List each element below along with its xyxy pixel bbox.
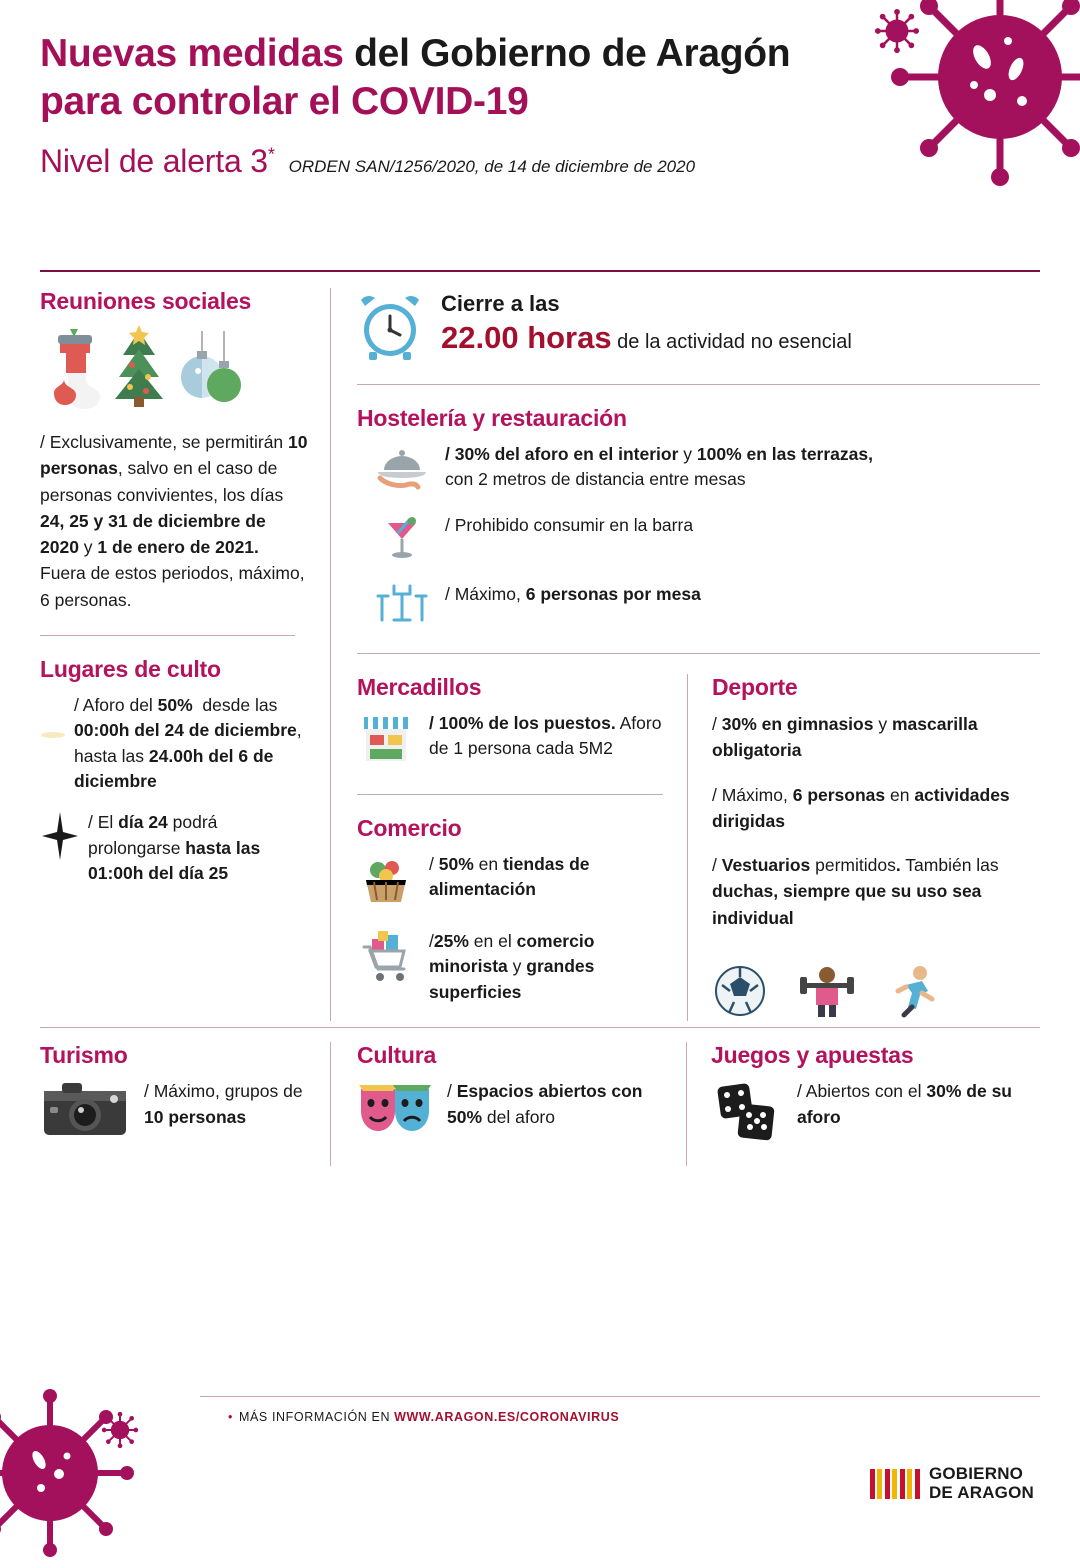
deporte-item-1: / 30% en gimnasios y mascarilla obligatoria	[712, 714, 978, 761]
star-sparkle-icon	[40, 810, 80, 867]
cierre-line-1: Cierre a las	[441, 291, 560, 316]
cierre-block	[357, 288, 1040, 362]
running-icon	[886, 963, 942, 1019]
logo-line-2: DE ARAGON	[928, 1482, 1034, 1502]
footer	[0, 1378, 1080, 1528]
footer-info	[228, 1410, 619, 1424]
hosteleria-item-2	[373, 513, 1040, 566]
footer-divider	[200, 1396, 1040, 1397]
gobierno-logo-text	[929, 1465, 1034, 1502]
weightlifting-icon	[796, 963, 858, 1019]
shopping-cart-icon	[357, 929, 415, 994]
header	[0, 0, 1080, 250]
cocktail-icon	[373, 513, 431, 566]
deporte-item-3: / Vestuarios permitidos. También las duchas, siempre que su uso sea individual	[712, 855, 999, 928]
cultura-column	[330, 1042, 686, 1166]
camera-icon	[40, 1079, 130, 1146]
logo-line-1: GOBIERNO	[928, 1464, 1024, 1484]
christmas-bauble-icon	[176, 325, 246, 411]
cierre-rest: de la actividad no esencial	[611, 331, 852, 354]
section-heading-turismo: Turismo	[40, 1042, 128, 1069]
hosteleria-item-1	[373, 442, 1040, 497]
culto-item-1-text: / Aforo del 50% desde las 00:00h del 24 de diciembre, hasta las 24.00h del 6 de diciembre	[74, 694, 302, 791]
cultura-item	[357, 1079, 666, 1146]
turismo-text: / Máximo, grupos de 10 personas	[144, 1081, 303, 1127]
comercio-item-1-text: / 50% en tiendas de alimentación	[429, 854, 590, 900]
cierre-text	[441, 292, 852, 356]
right-divider-2	[357, 653, 1040, 654]
hosteleria-item-2-text: / Prohibido consumir en la barra	[445, 515, 694, 535]
middle-column	[357, 674, 687, 1021]
hosteleria-item-1-text: / 30% del aforo en el interior y 100% en las terrazas, con 2 metros de distancia entre mesas	[445, 444, 873, 490]
dice-icon	[711, 1079, 783, 1150]
section-heading-reuniones: Reuniones sociales	[40, 288, 252, 314]
deporte-icons-row	[712, 949, 1040, 1019]
section-heading-deporte: Deporte	[712, 674, 798, 700]
juegos-column	[686, 1042, 1040, 1166]
footer-url[interactable]: WWW.ARAGON.ES/CORONAVIRUS	[394, 1410, 620, 1424]
section-heading-culto: Lugares de culto	[40, 655, 221, 682]
table-chairs-icon	[373, 582, 431, 631]
bullet-icon: •	[228, 1410, 233, 1424]
food-cloche-icon	[373, 442, 431, 497]
middle-divider	[357, 794, 663, 795]
title-part-2: del Gobierno de Aragón	[343, 32, 791, 75]
title-part-3: para controlar el COVID-19	[40, 79, 529, 123]
coronavirus-small-bottom-icon	[100, 1410, 140, 1450]
hosteleria-items	[357, 442, 1040, 631]
order-reference: ORDEN SAN/1256/2020, de 14 de diciembre de 2020	[288, 157, 696, 177]
alert-level-asterisk: *	[267, 144, 275, 165]
culto-item-1	[40, 693, 308, 795]
section-heading-juegos: Juegos y apuestas	[711, 1042, 914, 1069]
christmas-icons-row	[46, 325, 308, 411]
alert-level	[40, 143, 275, 180]
section-heading-hosteleria: Hostelería y restauración	[357, 405, 627, 431]
coronavirus-small-icon	[874, 8, 920, 54]
section-heading-cultura: Cultura	[357, 1042, 437, 1069]
title-part-1: Nuevas medidas	[40, 32, 344, 75]
footer-info-prefix: MÁS INFORMACIÓN EN	[238, 1410, 395, 1424]
left-divider-1	[40, 635, 295, 636]
comercio-item-2	[357, 929, 663, 1005]
deporte-item-2: / Máximo, 6 personas en actividades dirigidas	[712, 784, 1010, 831]
right-divider-1	[357, 384, 1040, 385]
left-column	[40, 288, 330, 1021]
comercio-item-2-text: /25% en el comercio minorista y grandes superficies	[429, 931, 595, 1002]
shopping-basket-icon	[357, 852, 415, 913]
bottom-sections	[0, 1042, 1080, 1166]
cierre-line-2	[441, 320, 852, 356]
hosteleria-item-3	[373, 582, 1040, 631]
comercio-item-1	[357, 852, 663, 913]
reuniones-text: / Exclusivamente, se permitirán 10 personas, salvo en el caso de personas convivientes, los días 24, 25 y 31 de diciembre de 2020 y 1 de enero de 2021. Fuera de estos periodos, máximo, 6 personas.	[40, 432, 308, 610]
juegos-text: / Abiertos con el 30% de su aforo	[797, 1081, 1012, 1127]
mercadillos-text: / 100% de los puestos. Aforo de 1 persona cada 5M2	[429, 713, 662, 759]
culto-item-2	[40, 810, 308, 886]
aragon-flag-icon	[870, 1469, 920, 1499]
bottom-divider	[40, 1027, 1040, 1028]
sub-grid	[357, 674, 1040, 1021]
page-title	[40, 30, 830, 125]
alarm-clock-icon	[357, 292, 423, 362]
section-heading-comercio: Comercio	[357, 815, 462, 841]
turismo-column	[40, 1042, 330, 1166]
right-column	[330, 288, 1040, 1021]
turismo-item	[40, 1079, 308, 1146]
cultura-text: / Espacios abiertos con 50% del aforo	[447, 1081, 643, 1127]
juegos-item	[711, 1079, 1040, 1150]
christmas-tree-icon	[108, 325, 170, 411]
section-heading-mercadillos: Mercadillos	[357, 674, 482, 700]
main-content	[0, 272, 1080, 1021]
deporte-column	[687, 674, 1040, 1021]
theatre-masks-icon	[357, 1079, 433, 1146]
mercadillos-item	[357, 711, 663, 772]
football-icon	[712, 963, 768, 1019]
christmas-stocking-icon	[46, 325, 102, 411]
light-beam-icon	[40, 693, 66, 758]
gobierno-de-aragon-logo	[870, 1465, 1034, 1502]
hosteleria-item-3-text: / Máximo, 6 personas por mesa	[445, 584, 701, 604]
cierre-hours: 22.00 horas	[441, 320, 612, 356]
culto-item-2-text: / El día 24 podrá prolongarse hasta las 01:00h del día 25	[88, 812, 261, 883]
market-stall-icon	[357, 711, 415, 772]
coronavirus-bottom-icon	[0, 1378, 145, 1568]
alert-level-text: Nivel de alerta 3	[40, 143, 268, 180]
